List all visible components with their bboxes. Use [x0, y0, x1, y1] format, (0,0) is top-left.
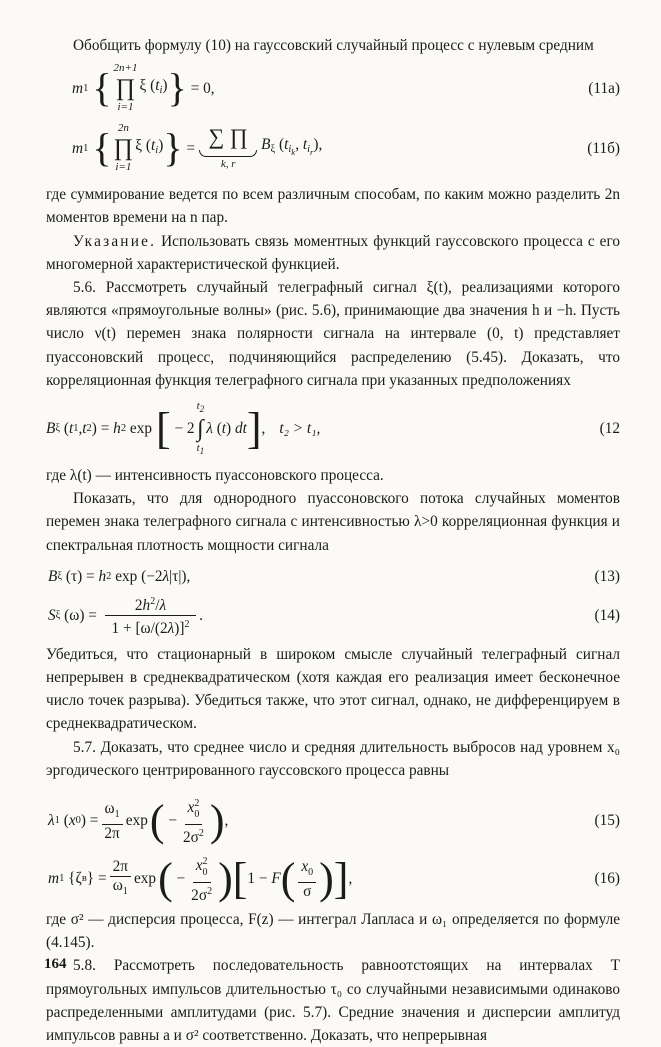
equation-16: m 1 {ζ в } = $\frac{2\pi}{\omega_1}$ exp ( − $\frac{x^2_0}{2\sigma^2}$ ) [ 1 − F ( $\frac{x_0}{\sigma}$ ) ] , (16)	[48, 854, 620, 904]
equation-tag-15: (15)	[594, 812, 620, 830]
equation-11b: m 1 { 2n ∏ i=1 ξ $(t_i)$ } = ∑ ∏ k, r $B_\xi$ ($t_{i_k}$, $t_{i_r}$), (11б)	[72, 122, 620, 174]
equation-tag-12: (12	[599, 420, 620, 438]
paragraph-intensity: где λ(t) — интенсивность пуассоновского процесса.	[46, 467, 384, 485]
equation-tag-11b: (11б)	[587, 139, 620, 157]
equation-14: S ξ (ω) = $\frac{2h^2/\lambda}{1 + [\omega/(2\lambda)]^2}$ . (14)	[46, 593, 620, 639]
equation-12: B ξ ( t 1 , t 2 ) = h 2 exp [ − 2 $t_2$ ∫ $t_1$ λ (t) dt ] , t₂ > t₁, (12	[46, 399, 620, 457]
equation-tag-11a: (11а)	[588, 79, 620, 97]
paragraph-show: Показать, что для однородного пуассоновского потока случайных моментов перемен знака телеграфного сигнала с интенсивностью λ>0 корреляционная функция и спектральная плотность мощности сигнала	[46, 490, 620, 554]
paragraph-problem-5-7: 5.7. Доказать, что среднее число и средняя длительность выбросов над уровнем x₀ эргодического центрированного гауссовского процесса равны	[46, 738, 620, 779]
paragraph-problem-5-8: 5.8. Рассмотреть последовательность равноотстоящих на интервалах T прямоугольных импульсов длительностью τ₀ со случайными независимыми одинаково распределенными амплитудами (рис. 5.7). Средние значения и дисперсии амплитуд импульсов равны a и σ² соответственно. Доказать, что непрерывная	[46, 957, 620, 1045]
paragraph-problem-5-6: 5.6. Рассмотреть случайный телеграфный сигнал ξ(t), реализациями которого являются «прямоугольные волны» (рис. 5.6), принимающие два значения h и −h. Пусть число ν(t) перемен знака полярности сигнала на интервале (0, t) представляет пуассоновский процесс, подчиняющийся распределению (5.45). Доказать, что корреляционная функция телеграфного сигнала при указанных предположениях	[46, 279, 620, 389]
paragraph-variance: где σ² — дисперсия процесса, F(z) — интеграл Лапласа и ω₁ определяется по формуле (4.145).	[46, 911, 620, 952]
equation-11a: m 1 { 2n+1 ∏ i=1 ξ $(t_i)$ } = 0, (11а)	[72, 62, 620, 114]
equation-tag-16: (16)	[594, 870, 620, 888]
equation-tag-14: (14)	[594, 607, 620, 625]
paragraph-stationary: Убедиться, что стационарный в широком смысле случайный телеграфный сигнал непрерывен в среднеквадратическом (хотя каждая его реализация имеет бесконечное число точек разрыва). Убедиться также, что этот сигнал, однако, не дифференцируем в среднеквадратическом.	[46, 645, 620, 733]
equation-15: λ 1 ( x 0 ) = $\frac{\omega_1}{2\pi}$ exp ( − $\frac{x^2_0}{2\sigma^2}$ ) , (15)	[48, 796, 620, 846]
equation-13: B ξ (τ) = h 2 exp (−2 λ |τ|), (13)	[46, 561, 620, 593]
paragraph-generalize: Обобщить формулу (10) на гауссовский случайный процесс с нулевым средним	[73, 37, 594, 54]
paragraph-hint: Указание. Использовать связь моментных функций гауссовского процесса с его многомерной характеристической функцией.	[46, 232, 620, 273]
paragraph-summation: где суммирование ведется по всем различным способам, по каким можно разделить 2n моментов времени на n пар.	[46, 186, 620, 227]
page-body	[46, 34, 620, 1047]
page-number: 164	[44, 956, 67, 972]
equation-tag-13: (13)	[594, 568, 620, 586]
